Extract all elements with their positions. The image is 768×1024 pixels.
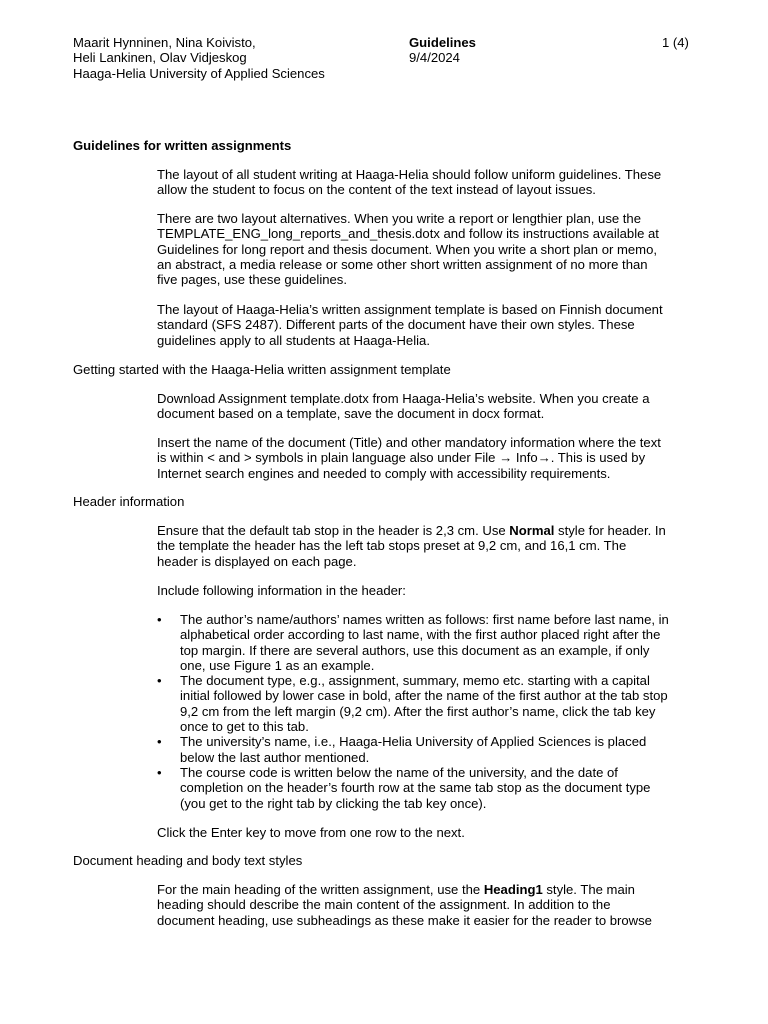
heading-header-information: Header information — [73, 494, 185, 509]
text-line: alphabetical order according to last name, with the first author placed right after the — [180, 627, 661, 643]
intro-paragraph-3 — [157, 302, 663, 348]
header-info-paragraph-3: Click the Enter key to move from one row to the next. — [157, 825, 465, 840]
text-run: Info — [512, 450, 538, 466]
text-line: Guidelines for long report and thesis document. When you write a short plan or memo, — [157, 241, 657, 257]
text-line — [157, 523, 666, 538]
text-line: the template the header has the left tab stops preset at 9,2 cm, and 16,1 cm. The — [157, 538, 627, 554]
text-line: The layout of Haaga-Helia’s written assignment template is based on Finnish document — [157, 302, 663, 317]
text-line: 9,2 cm from the left margin (9,2 cm). After the first author’s name, click the tab key — [180, 703, 656, 719]
header-page-number-block — [662, 35, 689, 50]
text-line: top margin. If there are several authors, use this document as an example, if only — [180, 642, 650, 658]
text-line: below the last author mentioned. — [180, 749, 370, 765]
text-line: Download Assignment template.dotx from Haaga-Helia’s website. When you create a — [157, 391, 650, 406]
text-run: For the main heading of the written assignment, use the — [157, 882, 484, 897]
list-item — [157, 734, 669, 765]
heading-getting-started: Getting started with the Haaga-Helia written assignment template — [73, 362, 451, 377]
bullet-icon: • — [157, 764, 162, 780]
text-line — [157, 882, 652, 897]
header-authors-line-1: Maarit Hynninen, Nina Koivisto, — [73, 35, 256, 50]
text-line: completion on the header’s fourth row at the same tab stop as the document type — [180, 780, 651, 796]
text-line: guidelines apply to all students at Haaga-Helia. — [157, 332, 430, 348]
header-authors-block — [73, 35, 325, 81]
text-line: Internet search engines and needed to comply with accessibility requirements. — [157, 465, 611, 481]
text-line: The university’s name, i.e., Haaga-Helia University of Applied Sciences is placed — [180, 734, 647, 750]
heading-document-heading-styles: Document heading and body text styles — [73, 853, 303, 868]
text-line: five pages, use these guidelines. — [157, 272, 347, 288]
text-run: . This is used by — [550, 450, 646, 466]
text-line: once to get to this tab. — [180, 719, 309, 735]
text-run: style for header. In — [554, 523, 666, 538]
style-name-heading1: Heading1 — [483, 882, 543, 897]
text-line: The document type, e.g., assignment, summary, memo etc. starting with a capital — [180, 673, 650, 689]
text-line — [157, 450, 661, 465]
header-date: 9/4/2024 — [409, 50, 460, 66]
intro-paragraph-1 — [157, 167, 661, 198]
arrow-icon: → — [499, 450, 513, 466]
list-item — [157, 673, 669, 734]
text-line: heading should describe the main content of the assignment. In addition to the — [157, 897, 611, 913]
text-line: The author’s name/authors’ names written as follows: first name before last name, in — [180, 612, 669, 627]
text-line: The layout of all student writing at Haaga-Helia should follow uniform guidelines. These — [157, 167, 662, 182]
text-line: header is displayed on each page. — [157, 553, 357, 569]
text-run: is within < and > symbols in plain language also under File — [157, 450, 500, 466]
header-doc-type: Guidelines — [409, 35, 476, 50]
text-line: The course code is written below the name of the university, and the date of — [180, 764, 618, 780]
header-page-number: 1 (4) — [662, 35, 689, 50]
text-line: Insert the name of the document (Title) and other mandatory information where the text — [157, 435, 661, 450]
text-line: document heading, use subheadings as these make it easier for the reader to browse — [157, 912, 652, 928]
text-line: an abstract, a media release or some other short written assignment of no more than — [157, 256, 648, 272]
text-line: (you get to the right tab by clicking the tab key once). — [180, 795, 487, 811]
getting-started-paragraph-2 — [157, 435, 661, 481]
text-line: document based on a template, save the document in docx format. — [157, 406, 545, 422]
header-info-bullet-list — [157, 612, 669, 811]
header-university: Haaga-Helia University of Applied Sciences — [73, 65, 325, 81]
text-line: allow the student to focus on the content of the text instead of layout issues. — [157, 182, 596, 198]
list-item — [157, 765, 669, 811]
arrow-icon: → — [537, 450, 551, 466]
text-line: TEMPLATE_ENG_long_reports_and_thesis.dotx and follow its instructions available at — [157, 226, 659, 242]
header-authors-line-2: Heli Lankinen, Olav Vidjeskog — [73, 50, 247, 66]
bullet-icon: • — [157, 673, 162, 689]
text-line: There are two layout alternatives. When you write a report or lengthier plan, use the — [157, 211, 641, 226]
intro-paragraph-2 — [157, 211, 659, 287]
bullet-icon: • — [157, 612, 162, 627]
text-run: Ensure that the default tab stop in the header is 2,3 cm. Use — [157, 523, 510, 538]
getting-started-paragraph-1 — [157, 391, 649, 422]
header-doc-info-block — [409, 35, 476, 66]
document-title: Guidelines for written assignments — [73, 138, 292, 153]
text-line: standard (SFS 2487). Different parts of the document have their own styles. These — [157, 317, 635, 333]
text-run: style. The main — [542, 882, 635, 897]
doc-heading-paragraph-1 — [157, 882, 652, 928]
list-item — [157, 612, 669, 673]
text-line: one, use Figure 1 as an example. — [180, 657, 375, 673]
style-name-normal: Normal — [509, 523, 555, 538]
header-info-paragraph-1 — [157, 523, 666, 569]
text-line: initial followed by lower case in bold, after the name of the first author at the tab stop — [180, 688, 668, 704]
header-info-paragraph-2: Include following information in the header: — [157, 583, 406, 598]
bullet-icon: • — [157, 734, 162, 750]
